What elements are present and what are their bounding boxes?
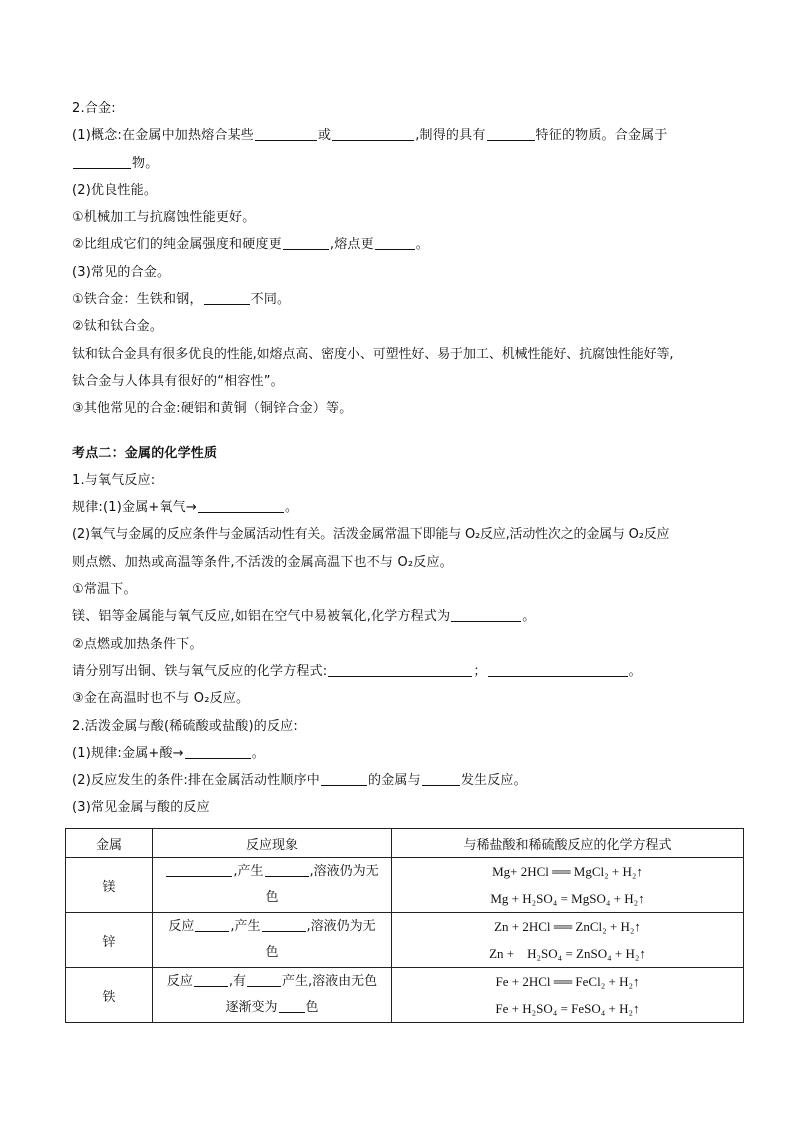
o2-cond1: (2)氧气与金属的反应条件与金属活动性有关。活泼金属常温下即能与 O₂反应,活动性次之的金属与 O₂反应 [72, 527, 670, 543]
text: 物。 [132, 155, 159, 171]
metal-cell: 镁 [66, 858, 153, 913]
header-phenomenon: 反应现象 [153, 829, 392, 858]
text: 。 [522, 609, 536, 625]
text: ②比组成它们的纯金属强度和硬度更 [72, 237, 282, 253]
metal-cell: 锌 [66, 913, 153, 968]
table-row [66, 913, 744, 968]
blank[interactable] [332, 126, 414, 141]
blank[interactable] [375, 235, 415, 250]
o2-cond2: 则点燃、加热或高温等条件,不活泼的金属高温下也不与 O₂反应。 [72, 554, 453, 570]
text: (1)概念:在金属中加热熔合某些 [72, 128, 254, 144]
text: ,有 [228, 974, 246, 989]
alloy-iron [72, 286, 744, 313]
blank[interactable] [283, 235, 329, 250]
text: 的金属与 [368, 773, 421, 789]
text: 。 [251, 745, 265, 761]
blank[interactable] [321, 771, 367, 786]
text: 逐渐变为 [225, 1000, 278, 1015]
text: ,熔点更 [329, 237, 374, 253]
text: ,溶液仍为无 [306, 919, 376, 934]
text: 请分别写出铜、铁与氧气反应的化学方程式: [72, 663, 328, 679]
blank[interactable] [247, 972, 281, 987]
text: 色 [265, 890, 279, 905]
alloy-ti-title: ②钛和钛合金。 [72, 319, 164, 335]
text: 发生反应。 [460, 773, 527, 789]
equation-cell [392, 968, 744, 1023]
text: ,产生 [230, 919, 261, 934]
blank[interactable] [487, 126, 535, 141]
phenomenon-cell [153, 913, 392, 968]
alloy-common-title: (3)常见的合金。 [72, 264, 171, 280]
text: 色 [265, 945, 279, 960]
equation: Mg + H₂SO₄ = MgSO₄ + H₂↑ [490, 891, 645, 906]
table-row [66, 968, 744, 1023]
blank[interactable] [204, 290, 250, 305]
blank[interactable] [185, 744, 251, 759]
alloy-ti-desc2: 钛合金与人体具有很好的“相容性”。 [72, 373, 284, 389]
text: 。 [628, 663, 642, 679]
blank[interactable] [262, 917, 306, 932]
text: 镁、铝等金属能与氧气反应,如铝在空气中易被氧化,化学方程式为 [72, 609, 451, 625]
table-header-row [66, 829, 744, 858]
text: 。 [415, 237, 429, 253]
text: ,制得的具有 [415, 128, 486, 144]
alloy-other: ③其他常见的合金:硬铝和黄铜（铜锌合金）等。 [72, 401, 353, 417]
text: 。 [284, 500, 299, 516]
text: (2)反应发生的条件:排在金属活动性顺序中 [72, 773, 320, 789]
header-equation: 与稀盐酸和稀硫酸反应的化学方程式 [392, 829, 744, 858]
blank[interactable] [279, 998, 305, 1013]
alloy-props-title: (2)优良性能。 [72, 182, 158, 198]
header-metal: 金属 [66, 829, 153, 858]
text: 反应 [166, 974, 193, 989]
o2-room-title: ①常温下。 [72, 582, 137, 598]
alloy-prop1: ①机械加工与抗腐蚀性能更好。 [72, 210, 256, 226]
metal-cell: 铁 [66, 968, 153, 1023]
phenomenon-cell [153, 858, 392, 913]
phenomenon-cell [153, 968, 392, 1023]
equation: Zn + H₂SO₄ = ZnSO₄ + H₂↑ [489, 946, 646, 961]
alloy-concept-line1 [72, 122, 744, 149]
alloy-ti-desc1: 钛和钛合金具有很多优良的性能,如熔点高、密度小、可塑性好、易于加工、机械性能好、抗腐蚀性能好等, [72, 346, 674, 362]
text: 或 [318, 128, 332, 144]
alloy-prop2 [72, 231, 744, 258]
text: ； [473, 663, 487, 679]
blank[interactable] [166, 862, 232, 877]
blank[interactable] [255, 126, 317, 141]
table-row [66, 858, 744, 913]
o2-room [72, 603, 744, 630]
text: 不同。 [250, 292, 291, 308]
blank[interactable] [451, 607, 521, 622]
blank[interactable] [265, 862, 309, 877]
text: 反应 [168, 919, 195, 934]
text: 特征的物质。合金属于 [535, 128, 668, 144]
o2-gold: ③金在高温时也不与 O₂反应。 [72, 691, 250, 707]
blank[interactable] [488, 662, 628, 677]
equation-cell [392, 913, 744, 968]
blank[interactable] [422, 771, 460, 786]
text: ,产生 [233, 864, 264, 879]
text: (1)规律:金属+酸→ [72, 745, 184, 761]
o2-rule [72, 494, 744, 521]
metal-acid-table [65, 828, 744, 1023]
acid-title: 2.活泼金属与酸(稀硫酸或盐酸)的反应: [72, 718, 298, 734]
acid-rule [72, 740, 744, 767]
text: ①铁合金：生铁和钢， [72, 292, 203, 308]
equation-cell [392, 858, 744, 913]
blank[interactable] [198, 498, 284, 513]
o2-title: 1.与氧气反应: [72, 472, 156, 488]
blank[interactable] [73, 154, 131, 169]
text: 规律:(1)金属+氧气→ [72, 500, 197, 516]
blank[interactable] [328, 662, 472, 677]
blank[interactable] [195, 917, 229, 932]
text: 产生,溶液由无色 [282, 974, 378, 989]
alloy-title: 2.合金: [72, 101, 116, 116]
acid-cond [72, 767, 744, 794]
equation: Fe + 2HCl ══ FeCl₂ + H₂↑ [495, 974, 640, 989]
equation: Fe + H₂SO₄ = FeSO₄ + H₂↑ [495, 1001, 640, 1016]
text: ,溶液仍为无 [309, 864, 379, 879]
blank[interactable] [194, 972, 228, 987]
acid-common: (3)常见金属与酸的反应 [72, 800, 210, 816]
alloy-concept-line2 [72, 150, 744, 177]
document-page [72, 95, 744, 822]
equation: Mg+ 2HCl ══ MgCl₂ + H₂↑ [492, 864, 643, 879]
o2-heat [72, 658, 744, 685]
equation: Zn + 2HCl ══ ZnCl₂ + H₂↑ [494, 919, 641, 934]
o2-heat-title: ②点燃或加热条件下。 [72, 636, 203, 652]
text: 色 [305, 1000, 319, 1015]
section2-heading: 考点二：金属的化学性质 [72, 445, 218, 461]
